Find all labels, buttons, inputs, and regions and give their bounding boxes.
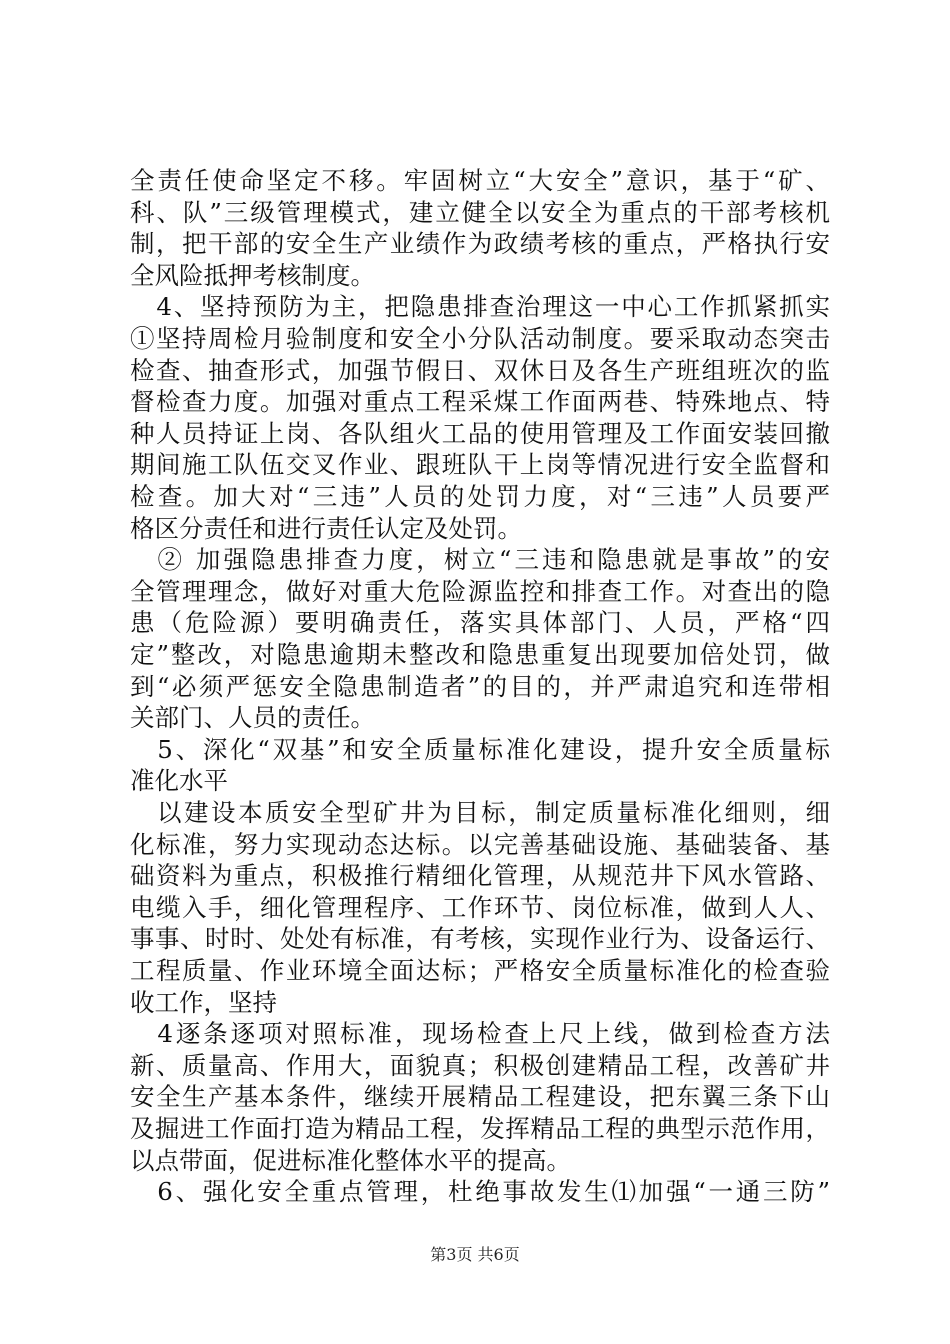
text-line: 期间施工队伍交叉作业、跟班队干上岗等情况进行安全监督和	[130, 450, 830, 480]
section-heading-5: 5、深化“双基”和安全质量标准化建设，提升安全质量标	[130, 734, 830, 764]
text-line: 准化水平	[130, 766, 228, 796]
text-line: 制，把干部的安全生产业绩作为政绩考核的重点，严格执行安	[130, 229, 830, 259]
text-line: 全管理理念，做好对重大危险源监控和排查工作。对查出的隐	[130, 576, 830, 606]
text-line: 4逐条逐项对照标准，现场检查上尺上线，做到检查方法	[130, 1019, 830, 1049]
text-line: 新、质量高、作用大，面貌真；积极创建精品工程，改善矿井	[130, 1050, 830, 1080]
text-line: 收工作，坚持	[130, 987, 277, 1017]
text-line: 患（危险源）要明确责任，落实具体部门、人员，严格“四	[130, 608, 830, 638]
text-line: ①坚持周检月验制度和安全小分队活动制度。要采取动态突击	[130, 324, 830, 353]
text-line: 以建设本质安全型矿井为目标，制定质量标准化细则，细	[130, 798, 830, 827]
text-line: 科、队”三级管理模式，建立健全以安全为重点的干部考核机	[130, 197, 830, 227]
text-line: 全风险抵押考核制度。	[130, 260, 375, 290]
text-line: 格区分责任和进行责任认定及处罚。	[130, 513, 522, 543]
text-line: 督检查力度。加强对重点工程采煤工作面两巷、特殊地点、特	[130, 387, 830, 417]
text-line: 定”整改，对隐患逾期未整改和隐患重复出现要加倍处罚，做	[130, 640, 830, 669]
text-line: 础资料为重点，积极推行精细化管理，从规范井下风水管路、	[130, 861, 830, 891]
text-line: 工程质量、作业环境全面达标；严格安全质量标准化的检查验	[130, 956, 830, 985]
text-line: 电缆入手，细化管理程序、工作环节、岗位标准，做到人人、	[130, 892, 830, 922]
text-line: 安全生产基本条件，继续开展精品工程建设，把东翼三条下山	[130, 1082, 830, 1112]
section-heading-6: 6、强化安全重点管理，杜绝事故发生⑴加强“一通三防”	[130, 1177, 830, 1207]
text-line: 全责任使命坚定不移。牢固树立“大安全”意识，基于“矿、	[130, 166, 830, 195]
text-line: 及掘进工作面打造为精品工程，发挥精品工程的典型示范作用，	[130, 1114, 830, 1143]
text-line: 以点带面，促进标准化整体水平的提高。	[130, 1145, 571, 1175]
text-line: 到“必须严惩安全隐患制造者”的目的，并严肃追究和连带相	[130, 671, 830, 701]
text-line: 种人员持证上岗、各队组火工品的使用管理及工作面安装回撤	[130, 418, 830, 448]
section-heading-4: 4、坚持预防为主，把隐患排查治理这一中心工作抓紧抓实	[130, 292, 830, 322]
text-line: 检查、抽查形式，加强节假日、双休日及各生产班组班次的监	[130, 355, 830, 385]
text-line: ② 加强隐患排查力度，树立“三违和隐患就是事故”的安	[130, 545, 830, 575]
text-line: 化标准，努力实现动态达标。以完善基础设施、基础装备、基	[130, 829, 830, 859]
text-line: 关部门、人员的责任。	[130, 703, 375, 733]
text-line: 事事、时时、处处有标准，有考核，实现作业行为、设备运行、	[130, 924, 830, 954]
page-footer: 第3页 共6页	[430, 1245, 520, 1264]
text-line: 检查。加大对“三违”人员的处罚力度，对“三违”人员要严	[130, 482, 830, 511]
